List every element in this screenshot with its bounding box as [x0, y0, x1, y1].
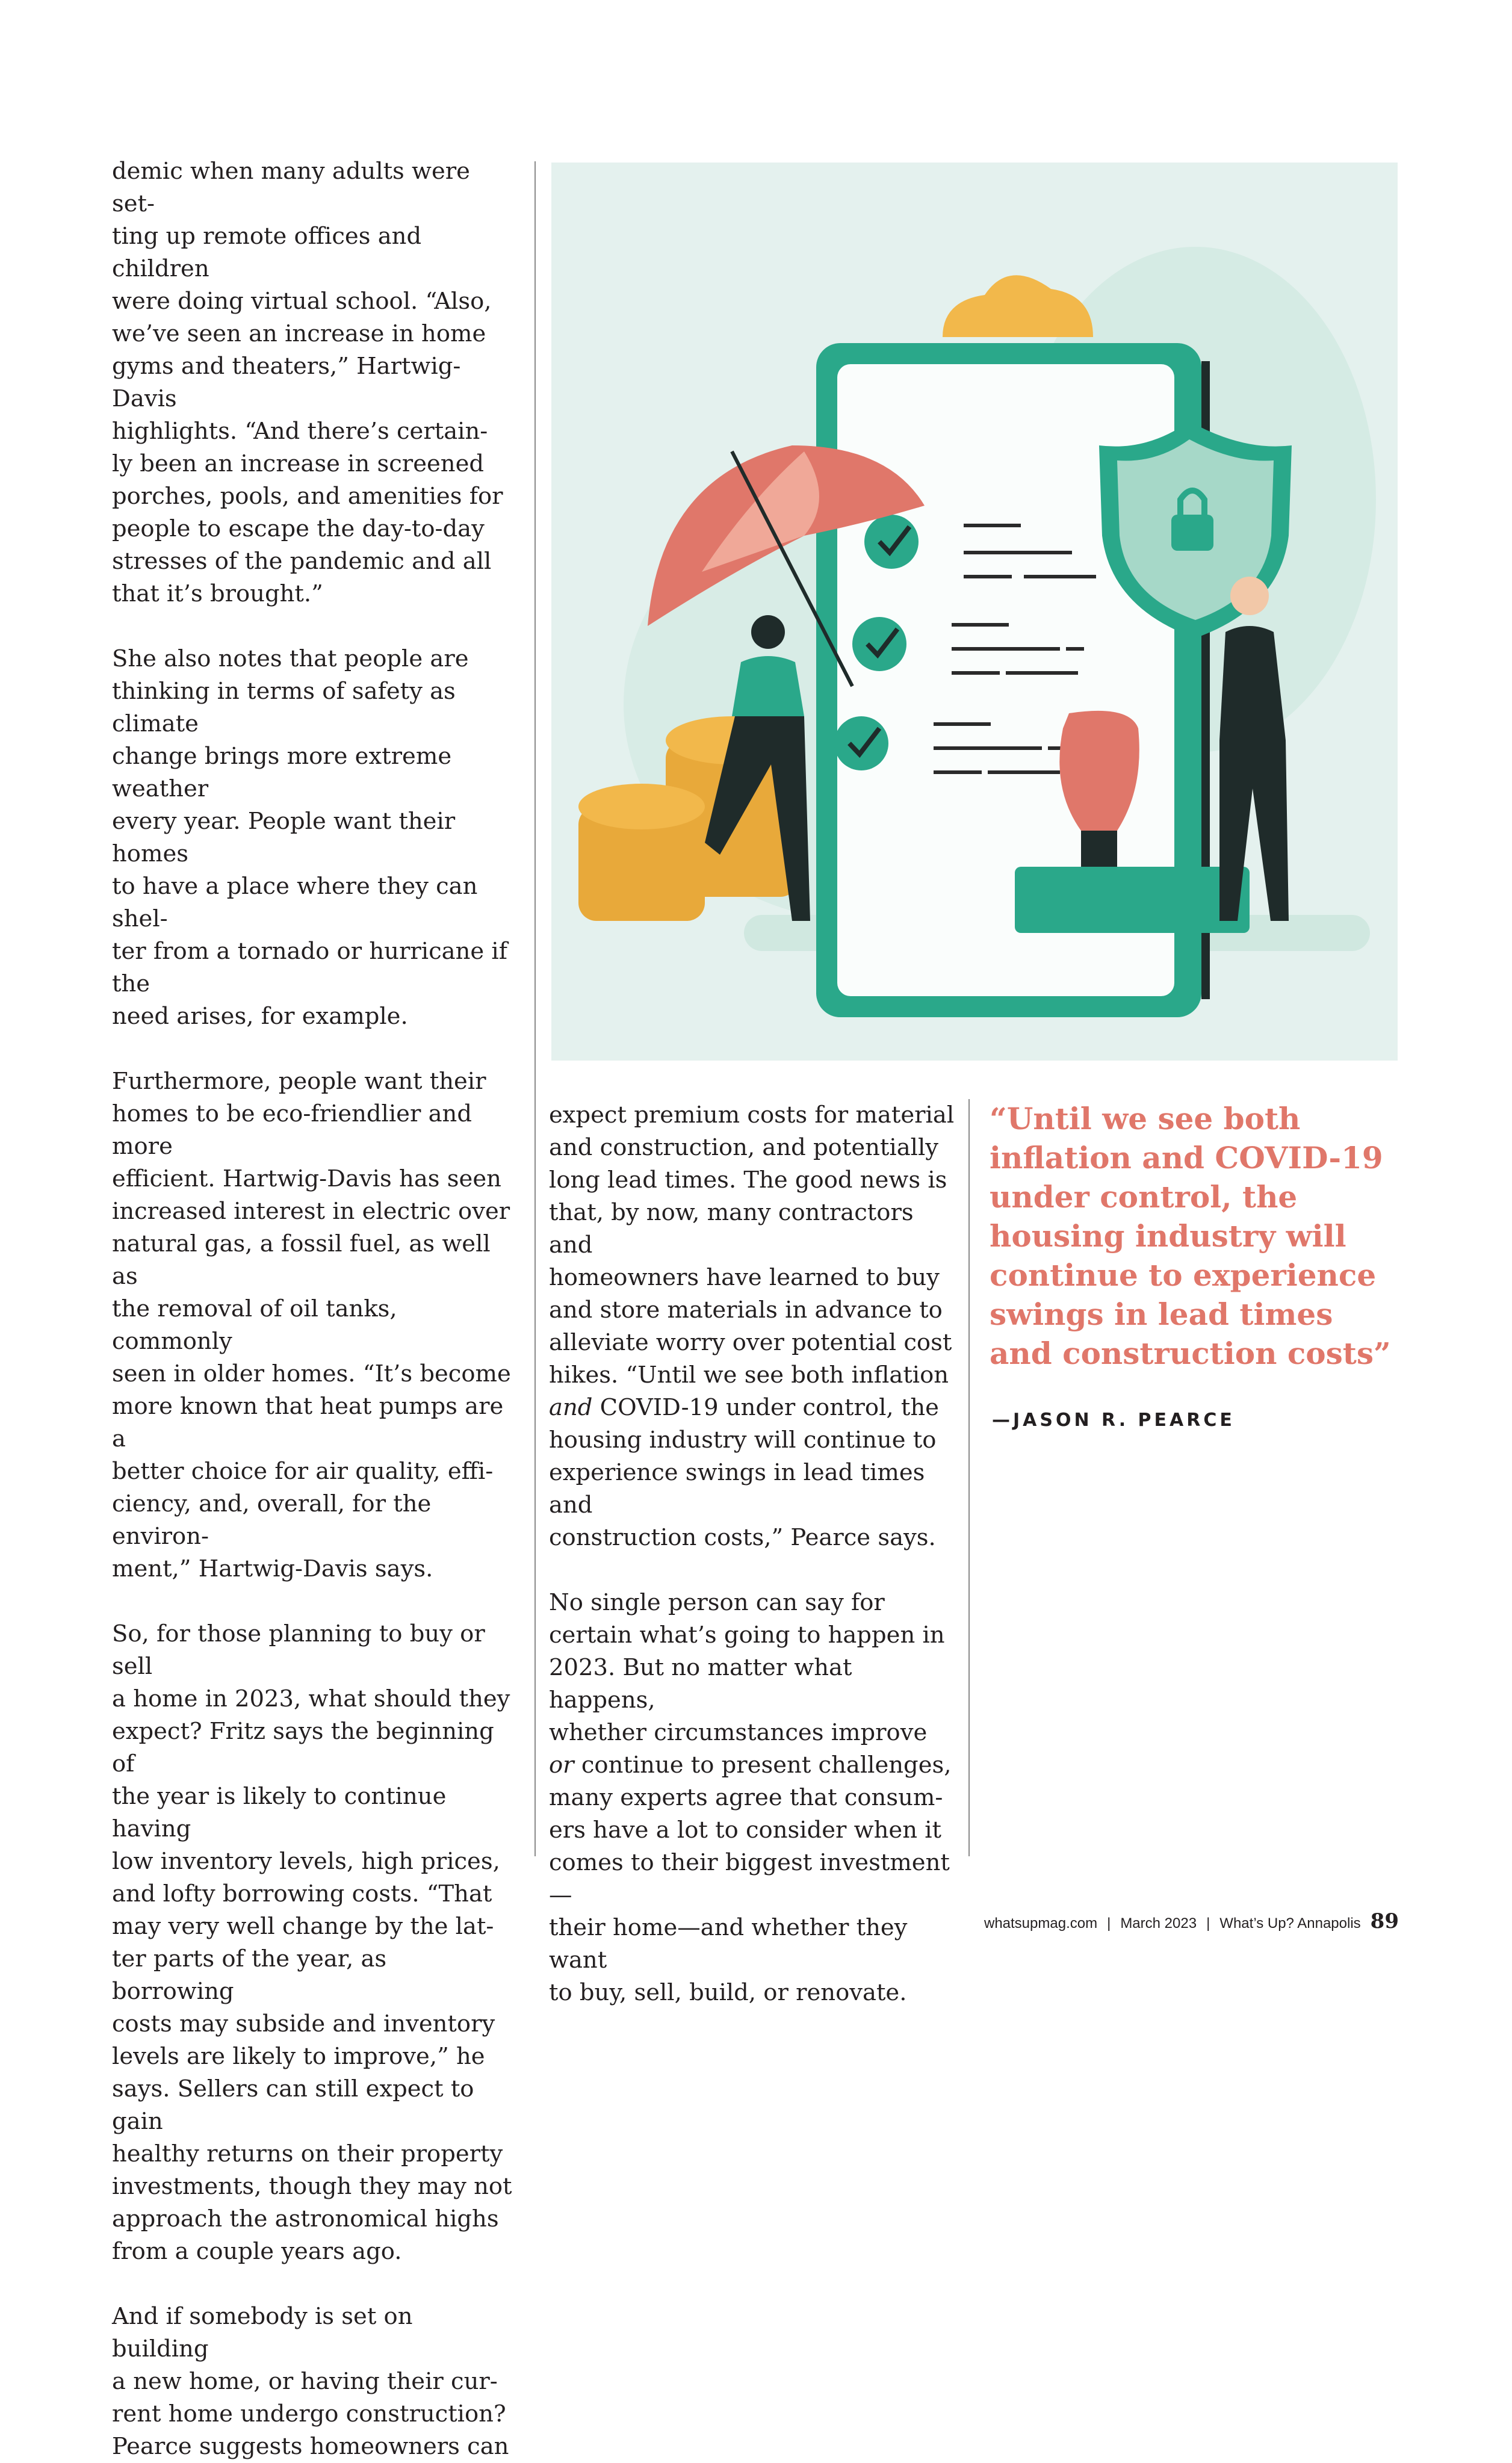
lock-icon	[1171, 515, 1213, 551]
paragraph: She also notes that people are thinking in terms of safety as climate change brings more extreme weather every year. People want their homes to have a place where they can shel- ter from a tornado or hurricane if the need arises, for example.	[112, 645, 507, 1030]
footer-separator: |	[1206, 1915, 1210, 1932]
paragraph: So, for those planning to buy or sell a home in 2023, what should they expect? Fritz says the beginning of the year is likely to continue having low inventory levels, high prices, and lofty borrowing costs. “That may very well change by the lat- ter parts of the year, as borrowing costs may subside and inventory levels are likely to improve,” he says. Sellers can still expect to gain healthy returns on their property investments, though they may not approach the astronomical highs from a couple years ago.	[112, 1620, 512, 2265]
paragraph: demic when many adults were set- ting up remote offices and children were doing virtual school. “Also, we’ve seen an increase in home gyms and theaters,” Hartwig-Davis highlights. “And there’s certain- ly been an increase in screened porches, pools, and amenities for people to escape the day-to-day stresses of the pandemic and all that it’s brought.”	[112, 158, 503, 607]
footer-site: whatsupmag.com	[984, 1915, 1098, 1932]
footer-publication: What’s Up? Annapolis	[1219, 1915, 1361, 1932]
clipboard-security-illustration	[551, 163, 1398, 1061]
paragraph: And if somebody is set on building a new home, or having their cur- rent home undergo construction? Pearce suggests homeowners can	[112, 2303, 509, 2460]
page-number: 89	[1370, 1909, 1399, 1933]
paragraph: No single person can say for certain what’s going to happen in 2023. But no matter what happens, whether circumstances improve or continue to present challenges, many experts agree that consum- ers have a lot to consider when it comes to their biggest investment— their home—and whether they want to buy, sell, build, or renovate.	[549, 1589, 952, 2006]
column-divider	[968, 1099, 970, 1856]
column-divider	[534, 161, 536, 1856]
article-column-1	[112, 155, 515, 2463]
footer-issue: March 2023	[1120, 1915, 1197, 1932]
pull-quote: “Until we see both inflation and COVID-19 under control, the housing industry will continue to experience swings in lead times and construction costs”	[990, 1101, 1391, 1371]
page-footer	[984, 1909, 1399, 1933]
article-column-2	[549, 1099, 964, 2009]
paragraph: expect premium costs for material and construction, and potentially long lead times. The good news is that, by now, many contractors and homeowners have learned to buy and store materials in advance to alleviate worry over potential cost hikes. “Until we see both inflation and COVID-19 under control, the housing industry will continue to experience swings in lead times and construction costs,” Pearce says.	[549, 1101, 955, 1551]
paragraph: Furthermore, people want their homes to be eco-friendlier and more efficient. Hartwig-Davis has seen increased interest in electric over natural gas, a fossil fuel, as well as the removal of oil tanks, commonly seen in older homes. “It’s become more known that heat pumps are a better choice for air quality, effi- ciency, and, overall, for the environ- ment,” Hartwig-Davis says.	[112, 1068, 511, 1582]
pull-quote-attribution: —JASON R. PEARCE	[992, 1410, 1235, 1431]
footer-separator: |	[1107, 1915, 1111, 1932]
